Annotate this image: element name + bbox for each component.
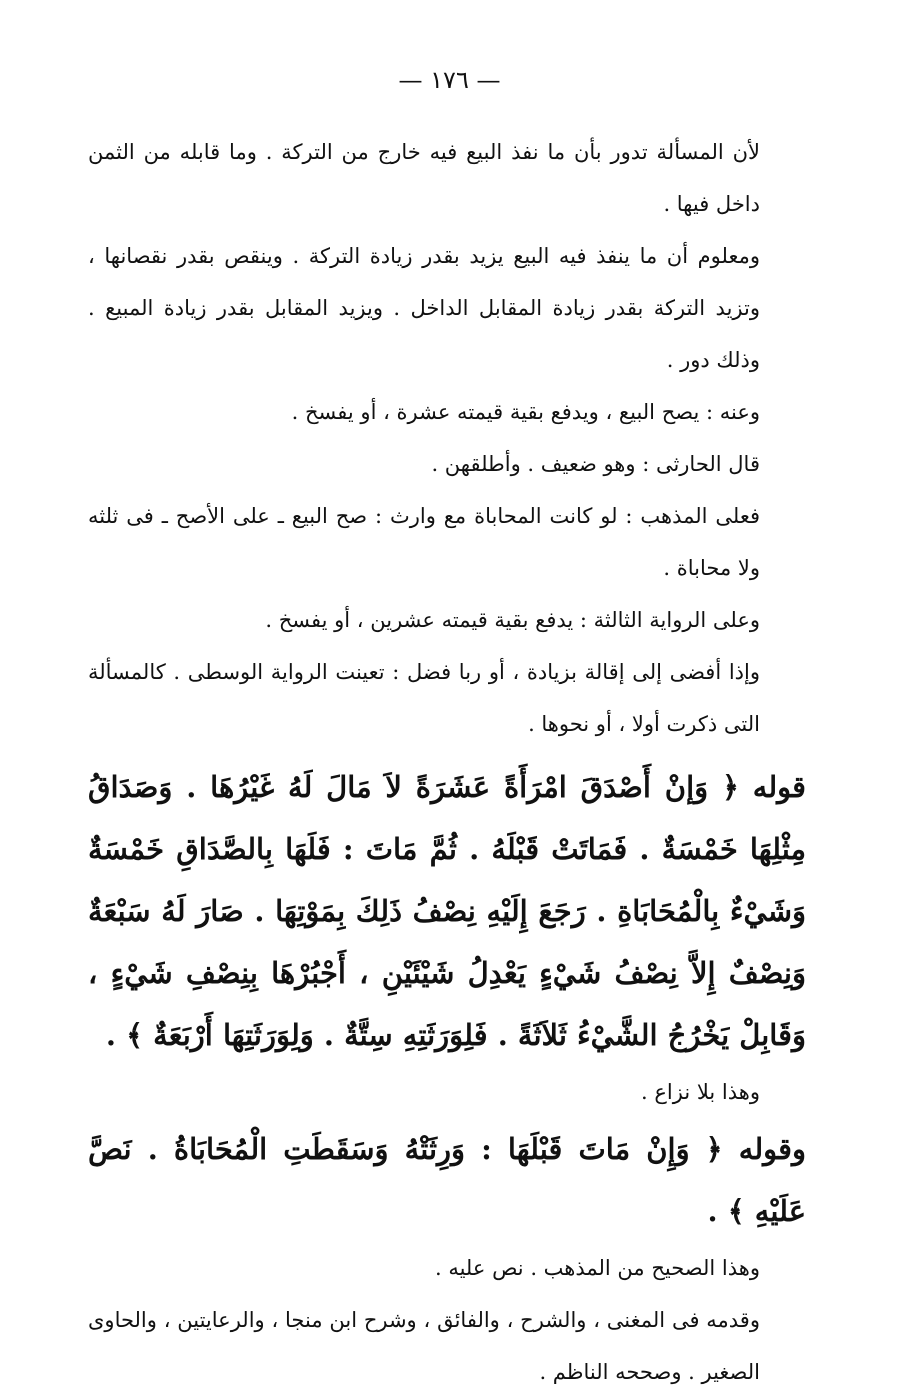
- quoted-text-1: قوله ﴿ وَإنْ أَصْدَقَ امْرَأَةً عَشَرَةً لاَ مَالَ لَهُ غَيْرُهَا . وَصَدَاقُ مِثْلِهَا خَمْسَةٌ . فَمَاتَتْ قَبْلَهُ . ثُمَّ مَاتَ : فَلَهَا بِالصَّدَاقِ خَمْسَةٌ وَشَيْءٌ بِالْمُحَابَاةِ . رَجَعَ إِلَيْهِ نِصْفُ ذَلِكَ بِمَوْتِهَا . صَارَ لَهُ سَبْعَةٌ وَنِصْفٌ إِلاَّ نِصْفُ شَيْءٍ يَعْدِلُ شَيْئَيْنِ ، أَجْبُرْهَا بِنِصْفِ شَيْءٍ ، وَقَابِلْ يَخْرُجُ الشَّيْءُ ثَلاَثَةً . فَلِوَرَثَتِهِ سِتَّةٌ . وَلِوَرَثَتِهَا أَرْبَعَةٌ ﴾ .: [88, 770, 806, 1052]
- page-body: [88, 126, 806, 1398]
- paragraph-1: لأن المسألة تدور بأن ما نفذ البيع فيه خارج من التركة . وما قابله من الثمن داخل فيها .: [88, 140, 760, 216]
- quoted-text-2: وقوله ﴿ وَإِنْ مَاتَ قَبْلَهَا : وَرِثَتْهُ وَسَقَطَتِ الْمُحَابَاةُ . نَصَّ عَلَيْهِ ﴾ .: [88, 1132, 806, 1228]
- page-number: — ١٧٦ —: [398, 66, 501, 94]
- paragraph-9: وهذا الصحيح من المذهب . نص عليه .: [434, 1256, 760, 1280]
- paragraph-6: وعلى الرواية الثالثة : يدفع بقية قيمته عشرين ، أو يفسخ .: [265, 608, 760, 632]
- paragraph-2: ومعلوم أن ما ينفذ فيه البيع يزيد بقدر زيادة التركة . وينقص بقدر نقصانها ، وتزيد التركة بقدر زيادة المقابل الداخل . ويزيد المقابل بقدر زيادة المبيع . وذلك دور .: [88, 244, 760, 372]
- paragraph-3: وعنه : يصح البيع ، ويدفع بقية قيمته عشرة ، أو يفسخ .: [291, 400, 760, 424]
- paragraph-5: فعلى المذهب : لو كانت المحاباة مع وارث : صح البيع ـ على الأصح ـ فى ثلثه ولا محاباة .: [88, 504, 760, 580]
- paragraph-10: وقدمه فى المغنى ، والشرح ، والفائق ، وشرح ابن منجا ، والرعايتين ، والحاوى الصغير . وصححه الناظم .: [88, 1308, 760, 1384]
- paragraph-7: وإذا أفضى إلى إقالة بزيادة ، أو ربا فضل : تعينت الرواية الوسطى . كالمسألة التى ذكرت أولا ، أو نحوها .: [88, 660, 760, 736]
- paragraph-8: وهذا بلا نزاع .: [641, 1080, 760, 1104]
- paragraph-4: قال الحارثى : وهو ضعيف . وأطلقهن .: [431, 452, 760, 476]
